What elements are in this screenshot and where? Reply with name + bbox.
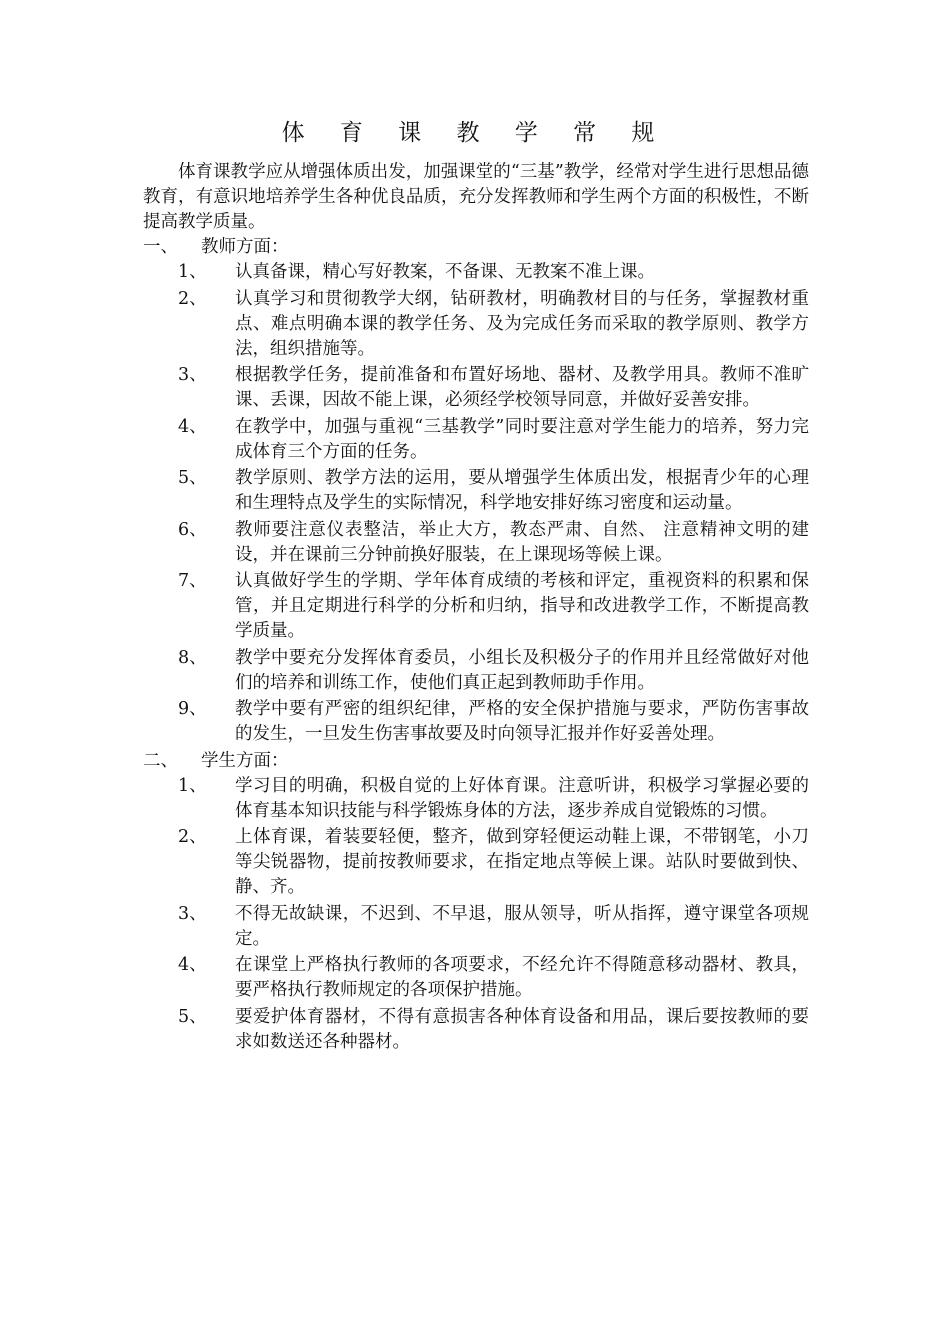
- item-number: 8、: [178, 647, 207, 668]
- list-item: [143, 697, 809, 747]
- list-item: [143, 287, 809, 362]
- sections-container: [143, 235, 809, 1055]
- list-item: [143, 646, 809, 696]
- section-item-list: [143, 260, 809, 747]
- item-text: 认真做好学生的学期、学年体育成绩的考核和评定，重视资料的积累和保管，并且定期进行科学的分析和归纳，指导和改进教学工作，不断提高教学质量。: [235, 571, 809, 641]
- document-body: [143, 160, 809, 1056]
- list-item: [143, 774, 809, 824]
- document-title: 体 育 课 教 学 常 规: [281, 120, 669, 146]
- item-number: 1、: [178, 262, 207, 282]
- intro-paragraph: 体育课教学应从增强体质出发，加强课堂的“三基”教学，经常对学生进行思想品德教育，有意识地培养学生各种优良品质，充分发挥教师和学生两个方面的积极性，不断提高教学质量。: [143, 162, 809, 232]
- section-label: 学生方面：: [201, 750, 289, 771]
- list-item: [143, 902, 809, 952]
- item-number: 5、: [178, 1006, 207, 1027]
- item-number: 5、: [178, 468, 207, 488]
- item-text: 不得无故缺课，不迟到、不早退，服从领导，听从指挥，遵守课堂各项规定。: [235, 903, 809, 949]
- list-item: [143, 953, 809, 1003]
- item-number: 9、: [178, 699, 207, 719]
- item-number: 3、: [178, 365, 207, 385]
- item-text: 根据教学任务，提前准备和布置好场地、器材、及教学用具。教师不准旷课、丢课，因故不能上课，必须经学校领导同意，并做好妥善安排。: [235, 365, 809, 410]
- item-text: 在教学中，加强与重视“三基教学”同时要注意对学生能力的培养，努力完成体育三个方面的任务。: [235, 416, 809, 462]
- list-item: [143, 1005, 809, 1055]
- item-number: 3、: [178, 903, 207, 924]
- item-number: 6、: [178, 519, 207, 540]
- section: [143, 235, 809, 747]
- item-number: 2、: [178, 827, 207, 847]
- section: [143, 749, 809, 1055]
- item-text: 教师要注意仪表整洁，举止大方，教态严肃、自然、 注意精神文明的建设，并在课前三分钟前换好服装，在上课现场等候上课。: [235, 519, 809, 565]
- item-text: 在课堂上严格执行教师的各项要求，不经允许不得随意移动器材、教具，要严格执行教师规定的各项保护措施。: [235, 955, 809, 1000]
- item-number: 4、: [178, 955, 207, 975]
- item-number: 7、: [178, 571, 207, 591]
- list-item: [143, 518, 809, 568]
- section-label: 教师方面：: [201, 237, 289, 257]
- item-text: 认真学习和贯彻教学大纲，钻研教材，明确教材目的与任务，掌握教材重点、难点明确本课的教学任务、及为完成任务而采取的教学原则、教学方法，组织措施等。: [235, 288, 809, 359]
- section-number: 二、: [143, 750, 178, 771]
- list-item: [143, 415, 809, 465]
- section-item-list: [143, 774, 809, 1055]
- list-item: [143, 466, 809, 516]
- item-number: 4、: [178, 416, 207, 437]
- list-item: [143, 363, 809, 413]
- item-text: 认真备课，精心写好教案，不备课、无教案不准上课。: [235, 262, 655, 282]
- item-text: 学习目的明确，积极自觉的上好体育课。注意听讲，积极学习掌握必要的体育基本知识技能与科学锻炼身体的方法，逐步养成自觉锻炼的习惯。: [235, 775, 809, 821]
- item-text: 教学中要充分发挥体育委员，小组长及积极分子的作用并且经常做好对他们的培养和训练工作，使他们真正起到教师助手作用。: [235, 647, 809, 693]
- list-item: [143, 825, 809, 900]
- item-number: 1、: [178, 775, 207, 796]
- section-heading: [143, 235, 809, 260]
- section-number: 一、: [143, 237, 178, 257]
- item-text: 教学中要有严密的组织纪律，严格的安全保护措施与要求，严防伤害事故的发生，一旦发生伤害事故要及时向领导汇报并作好妥善处理。: [235, 699, 809, 744]
- list-item: [143, 260, 809, 285]
- item-text: 要爱护体育器材，不得有意损害各种体育设备和用品，课后要按教师的要求如数送还各种器材。: [235, 1006, 809, 1052]
- item-text: 上体育课，着装要轻便，整齐，做到穿轻便运动鞋上课，不带钢笔，小刀等尖锐器物，提前按教师要求，在指定地点等候上课。站队时要做到快、静、齐。: [235, 827, 809, 897]
- item-text: 教学原则、教学方法的运用，要从增强学生体质出发，根据青少年的心理和生理特点及学生的实际情况，科学地安排好练习密度和运动量。: [235, 468, 809, 513]
- item-number: 2、: [178, 288, 207, 309]
- list-item: [143, 569, 809, 644]
- section-heading: [143, 749, 809, 774]
